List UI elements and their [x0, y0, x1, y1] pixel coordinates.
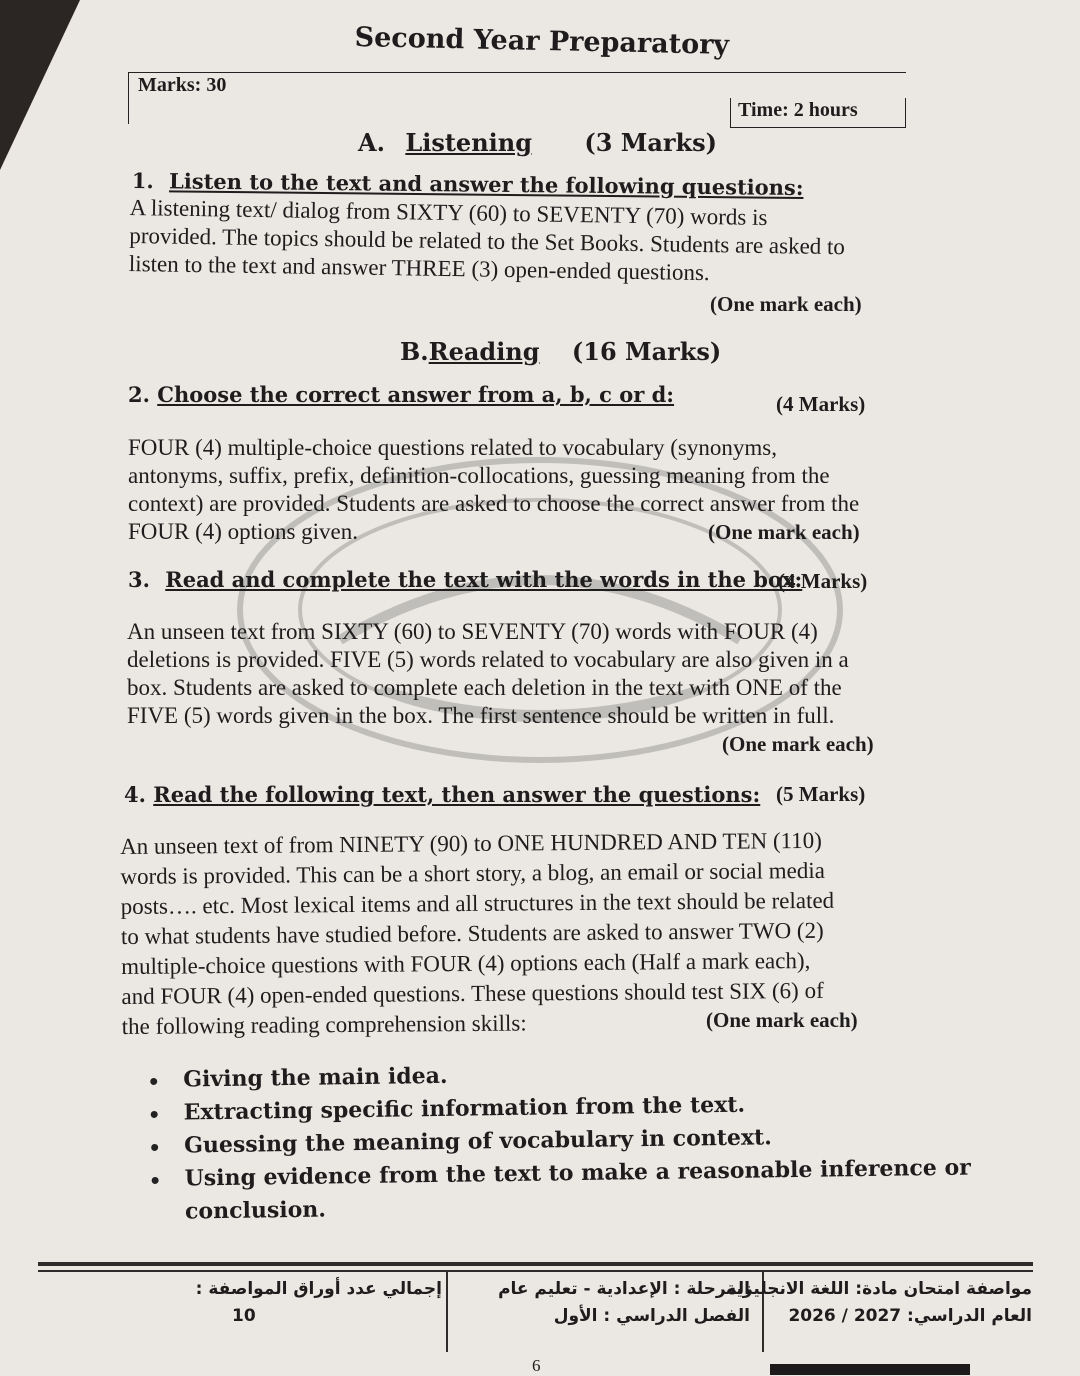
q3-title: Read and complete the text with the words in the box: — [165, 567, 803, 592]
q4-line-3: posts…. etc. Most lexical items and all structures in the text should be related — [120, 887, 835, 919]
section-a-name: Listening — [405, 128, 532, 157]
bullet-icon — [151, 1110, 158, 1117]
q3-line-4: FIVE (5) words given in the box. The first sentence should be written in full. — [127, 703, 835, 728]
q2-heading — [128, 382, 674, 407]
q1-line-2: provided. The topics should be related to the Set Books. Students are asked to — [129, 222, 846, 260]
q1-body — [129, 194, 902, 290]
footer-total-pages-value: 10 — [232, 1306, 256, 1326]
q4-heading — [124, 782, 760, 807]
q1-number: 1. — [131, 168, 154, 194]
q3-marks: (4 Marks) — [778, 569, 868, 593]
q4-marks: (5 Marks) — [776, 782, 866, 806]
q1-title: Listen to the text and answer the following questions: — [168, 168, 804, 201]
q4-number: 4. — [124, 782, 146, 807]
q4-line-1: An unseen text of from NINETY (90) to ONE HUNDRED AND TEN (110) — [120, 827, 823, 859]
footer-total-pages-label: إجمالي عدد أوراق المواصفة : — [195, 1279, 442, 1299]
section-b-marks: (16 Marks) — [571, 337, 722, 366]
q4-line-5: multiple-choice questions with FOUR (4) options each (Half a mark each), — [121, 947, 811, 979]
section-a-marks: (3 Marks) — [584, 128, 718, 157]
bullet-icon — [152, 1176, 159, 1183]
q4-title: Read the following text, then answer the questions: — [153, 782, 761, 807]
q2-note: (One mark each) — [708, 520, 860, 544]
q1-note: (One mark each) — [710, 292, 862, 316]
q2-marks: (4 Marks) — [776, 392, 866, 416]
q2-line-2: antonyms, suffix, prefix, definition-collocations, guessing meaning from the — [128, 463, 830, 488]
q4-note: (One mark each) — [706, 1008, 858, 1032]
page-number: 6 — [532, 1356, 541, 1375]
q1-line-3: listen to the text and answer THREE (3) open-ended questions. — [128, 250, 710, 286]
footer-rule-thin — [38, 1270, 1033, 1272]
q2-title: Choose the correct answer from a, b, c or d: — [157, 382, 675, 407]
q3-number: 3. — [128, 567, 150, 592]
footer-rule-thick — [38, 1262, 1033, 1266]
q2-number: 2. — [128, 382, 150, 407]
total-marks: Marks: 30 — [138, 74, 227, 96]
q3-note: (One mark each) — [722, 732, 874, 756]
q4-line-6: and FOUR (4) open-ended questions. These questions should test SIX (6) of — [121, 977, 824, 1009]
q3-line-3: box. Students are asked to complete each deletion in the text with ONE of the — [127, 675, 842, 700]
skill-item: Guessing the meaning of vocabulary in context. — [151, 1119, 971, 1163]
footer-term: الفصل الدراسي : الأول — [553, 1306, 750, 1326]
section-b-prefix: B. — [400, 337, 429, 366]
q2-line-1: FOUR (4) multiple-choice questions related to vocabulary (synonyms, — [128, 435, 777, 460]
q4-line-2: words is provided. This can be a short story, a blog, an email or social media — [120, 857, 826, 889]
footer-subject: مواصفة امتحان مادة: اللغة الانجليزية — [726, 1279, 1032, 1299]
page-corner-shadow — [0, 0, 80, 170]
q4-line-7: the following reading comprehension skills: — [121, 1010, 527, 1039]
footer-divider — [446, 1272, 448, 1352]
exam-time: Time: 2 hours — [738, 99, 858, 121]
skill-item-continued: conclusion. — [184, 1196, 327, 1225]
q3-line-2: deletions is provided. FIVE (5) words related to vocabulary are also given in a — [127, 647, 849, 672]
q3-line-1: An unseen text from SIXTY (60) to SEVENTY (70) words with FOUR (4) — [127, 619, 818, 644]
section-a-heading — [358, 128, 717, 157]
skill-item: Using evidence from the text to make a reasonable inference or — [151, 1152, 971, 1196]
q1-line-1: A listening text/ dialog from SIXTY (60) to SEVENTY (70) words is — [129, 194, 768, 231]
footer-academic-year: العام الدراسي: 2027 / 2026 — [788, 1306, 1032, 1326]
q3-body — [127, 618, 919, 730]
section-b-heading — [400, 337, 721, 366]
dark-margin-object — [770, 1364, 970, 1375]
skill-item: Giving the main idea. — [150, 1053, 970, 1097]
document-title: Second Year Preparatory — [354, 22, 730, 61]
bullet-icon — [151, 1143, 158, 1150]
bullet-icon — [150, 1077, 157, 1084]
q2-line-4: FOUR (4) options given. — [128, 519, 358, 544]
section-a-prefix: A. — [358, 128, 385, 157]
section-b-name: Reading — [428, 337, 540, 366]
footer-stage: المرحلة : الإعدادية - تعليم عام — [498, 1279, 750, 1299]
q4-line-4: to what students have studied before. Students are asked to answer TWO (2) — [120, 917, 824, 949]
q2-line-3: context) are provided. Students are asked to choose the correct answer from the — [128, 491, 860, 516]
skills-list — [150, 1053, 971, 1229]
skill-item: Extracting specific information from the text. — [150, 1086, 970, 1130]
q3-heading — [128, 567, 802, 592]
